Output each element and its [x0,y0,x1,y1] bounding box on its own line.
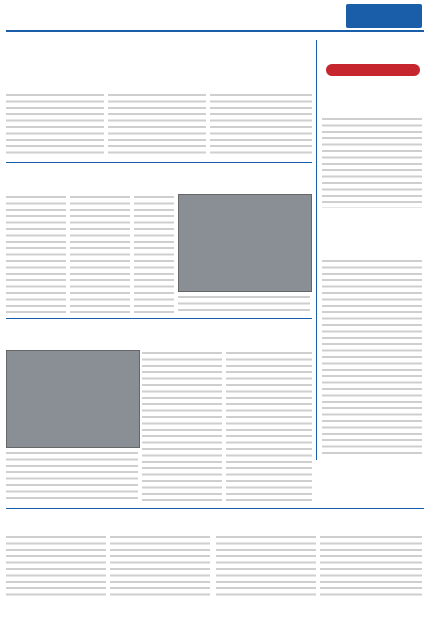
sidebar-item-1-body [322,116,422,208]
article-3-photo [6,350,140,448]
header-rule [6,30,424,32]
article-3-body-col-0 [6,450,138,502]
sidebar-header [326,64,420,76]
sidebar-item-2-body [322,258,422,458]
masthead-logo [346,4,422,28]
article-3-body-col-2 [226,350,312,502]
article-1-body-col-3 [210,92,312,158]
sidebar-divider [316,40,317,460]
article-5-body-col-2 [320,534,422,598]
article-3-rule [6,318,312,319]
article-4-body-col-2 [110,534,210,598]
article-2-body-col-2 [70,194,130,314]
article-2-body-col-1 [6,194,66,314]
article-1-body-col-2 [108,92,206,158]
article-2-photo-caption [178,294,310,314]
article-4-body-col-1 [6,534,106,598]
article-2-rule [6,162,312,163]
article-2-photo [178,194,312,292]
article-3-body-col-1 [142,350,222,502]
article-1-body-col-1 [6,92,104,158]
article-2-body-col-3 [134,194,174,314]
bottom-rule [6,508,424,509]
article-5-body-col-1 [216,534,316,598]
